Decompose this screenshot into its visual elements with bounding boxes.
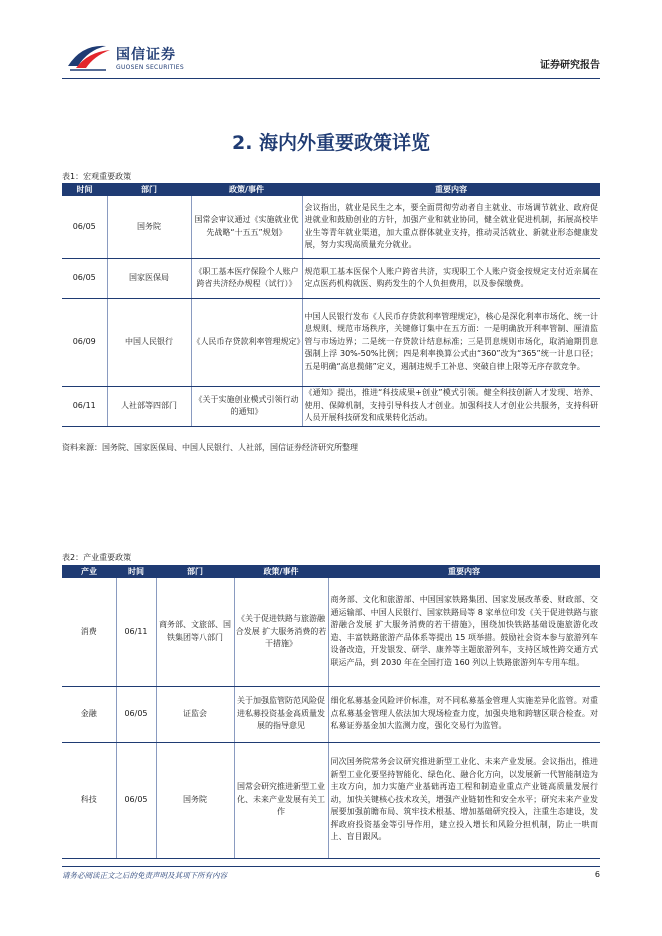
table-row [62,258,600,298]
department-cell: 国务院 [107,196,191,258]
column-header: 重要内容 [328,565,600,578]
policy-cell: 国常会审议通过《实施就业优先战略“十五五”规划》 [191,196,302,258]
logo-text: 国信证券 [116,47,176,63]
column-header: 产业 [62,565,116,578]
page-header [62,36,600,79]
table-header-row [62,183,600,196]
policy-cell: 《关于促进铁路与旅游融合发展 扩大服务消费的若干措施》 [234,578,328,686]
disclaimer-note: 请务必阅读正文之后的免责声明及其项下所有内容 [62,871,227,880]
table-row [62,742,600,858]
content-cell: 会议指出，就业是民生之本，要全面贯彻劳动者自主就业、市场调节就业、政府促进就业和鼓励创业的方针，加强产业和就业协同，健全就业促进机制，拓展高校毕业生等青年就业渠道，加大重点群体就业支持，推动灵活就业、新就业形态健康发展，努力实现高质量充分就业。 [302,196,600,258]
section-title: 2. 海内外重要政策详览 [231,132,431,154]
source-note: 资料来源：国务院、国家医保局、中国人民银行、人社部，国信证券经济研究所整理 [62,443,358,452]
table-row [62,298,600,386]
industry-cell: 科技 [62,742,116,858]
content-cell: 商务部、文化和旅游部、中国国家铁路集团、国家发展改革委、财政部、交通运输部、中国人民银行、国家铁路局等 8 家单位印发《关于促进铁路与旅游融合发展 扩大服务消费的若干措施》，围绕加快铁路基础设施旅游化改造、丰富铁路旅游产品体系等提出 15 项举措。鼓励社会资本参与旅游列车设备改造，开发银发、研学、康养等主题旅游列车，支持区域性跨交通方式联运产品，到 2030 年在全国打造 160 列以上铁路旅游列车专用车组。 [328,578,600,686]
date-cell: 06/11 [116,578,156,686]
table-row [62,386,600,426]
column-header: 重要内容 [302,183,600,196]
logo-subtext: GUOSEN SECURITIES [116,64,185,71]
column-header: 部门 [107,183,191,196]
policy-cell: 国常会研究推进新型工业化、未来产业发展有关工作 [234,742,328,858]
department-cell: 证监会 [156,686,234,742]
policy-cell: 《关于实施创业模式引领行动的通知》 [191,386,302,426]
department-cell: 人社部等四部门 [107,386,191,426]
date-cell: 06/05 [116,742,156,858]
column-header: 政策/事件 [191,183,302,196]
industry-cell: 消费 [62,578,116,686]
column-header: 时间 [62,183,107,196]
table1-caption: 表1：宏观重要政策 [62,172,132,181]
policy-cell: 关于加强监管防范风险促进私募投资基金高质量发展的指导意见 [234,686,328,742]
department-cell: 商务部、文旅部、国铁集团等八部门 [156,578,234,686]
department-cell: 国务院 [156,742,234,858]
date-cell: 06/09 [62,298,107,386]
content-cell: 同次国务院常务会议研究推进新型工业化、未来产业发展。会议指出，推进新型工业化要坚持智能化、绿色化、融合化方向，以发展新一代智能制造为主攻方向，加力实施产业基础再造工程和制造业重点产业链高质量发展行动，加快关键核心技术攻关，增强产业链韧性和安全水平；研究未来产业发展要加强前瞻布局、筑牢技术根基、增加基础研究投入，注重生态建设，发挥政府投资基金等引导作用，建立投入增长和风险分担机制，防止一哄而上、盲目跟风。 [328,742,600,858]
date-cell: 06/05 [62,196,107,258]
table-row [62,578,600,686]
table-row [62,196,600,258]
industry-cell: 金融 [62,686,116,742]
department-cell: 国家医保局 [107,258,191,298]
column-header: 政策/事件 [234,565,328,578]
content-cell: 细化私募基金风险评价标准，对不同私募基金管理人实施差异化监管。对重点私募基金管理人依法加大现场检查力度，加强央地和跨辖区联合检查。对私募证券基金加大监测力度，强化交易行为监管。 [328,686,600,742]
content-cell: 中国人民银行发布《人民币存贷款利率管理规定》，核心是深化利率市场化、统一计息规则、规范市场秩序，关键修订集中在五方面：一是明确放开利率管制、厘清监管与市场边界；二是统一存贷款计结息标准；三是罚息规则市场化，取消逾期罚息强制上浮 30%-50%比例；四是利率换算公式由“360”改为“365”统一计息口径；五是明确“高息揽储”定义，遏制违规手工补息、突破自律上限等无序存款竞争。 [302,298,600,386]
policy-cell: 《职工基本医疗保险个人账户跨省共济经办规程（试行）》 [191,258,302,298]
guosen-logo-icon [66,40,112,72]
department-cell: 中国人民银行 [107,298,191,386]
date-cell: 06/05 [116,686,156,742]
content-cell: 规范职工基本医保个人账户跨省共济，实现职工个人账户资金按规定支付近亲属在定点医药机构就医、购药发生的个人负担费用，以及参保缴费。 [302,258,600,298]
date-cell: 06/11 [62,386,107,426]
table-header-row [62,565,600,578]
table2-caption: 表2：产业重要政策 [62,553,132,562]
page-number: 6 [594,870,600,879]
footer-divider [62,866,600,867]
table-row [62,686,600,742]
macro-policy-table [62,183,600,427]
date-cell: 06/05 [62,258,107,298]
column-header: 时间 [116,565,156,578]
content-cell: 《通知》提出，推进“科技成果+创业”模式引领。健全科技创新人才发现、培养、使用、保障机制，支持引导科技人才创业。加强科技人才创业公共服务，支持科研人员开展科技研发和成果转化活动。 [302,386,600,426]
column-header: 部门 [156,565,234,578]
report-type-label: 证券研究报告 [540,60,600,71]
industry-policy-table [62,565,600,859]
policy-cell: 《人民币存贷款利率管理规定》 [191,298,302,386]
